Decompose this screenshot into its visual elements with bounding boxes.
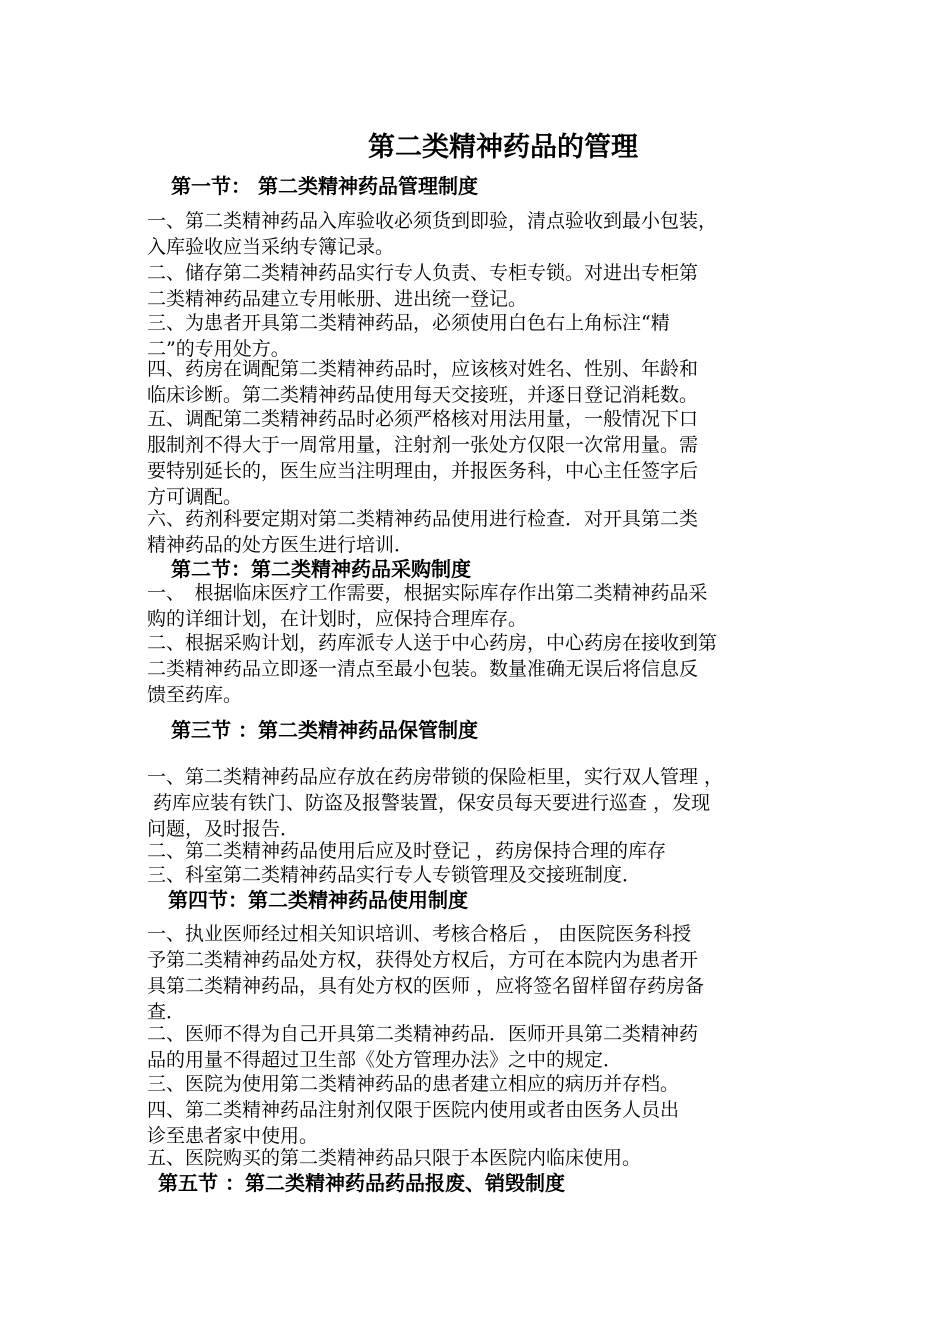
text-line: 诊至患者家中使用。	[147, 1125, 319, 1147]
text-line: 具第二类精神药品，具有处方权的医师 ，应将签名留样留存药房备	[147, 975, 705, 997]
text-line: 二、第二类精神药品使用后应及时登记 ，药房保持合理的库存	[147, 840, 667, 862]
section-3-heading: 第三节 ：第二类精神药品保管制度	[171, 718, 478, 742]
text-line: 查．	[147, 1001, 186, 1023]
text-line: 服制剂不得大于一周常用量，注射剂一张处方仅限一次常用量。需	[147, 434, 699, 456]
text-line: 四、第二类精神药品注射剂仅限于医院内使用或者由医务人员出	[147, 1099, 680, 1121]
text-line: 五、调配第二类精神药品时必须严格核对用法用量，一般情况下口	[147, 408, 699, 430]
text-line: 一、第二类精神药品入库验收必须货到即验，清点验收到最小包装，	[147, 210, 718, 232]
text-line: 二”的专用处方。	[147, 338, 290, 360]
text-line: 六、药剂科要定期对第二类精神药品使用进行检查．对开具第二类	[147, 508, 699, 530]
section-1-item-1	[147, 208, 807, 260]
section-2-item-1	[147, 580, 807, 632]
section-4-item-1	[147, 921, 807, 1025]
document-title: 第二类精神药品的管理	[368, 132, 638, 163]
section-1-item-3	[147, 310, 807, 362]
section-1-item-4	[147, 356, 807, 408]
section-3-item-3	[147, 862, 807, 888]
text-line: 四、药房在调配第二类精神药品时，应该核对姓名、性别、年龄和	[147, 358, 699, 380]
text-line: 一、第二类精神药品应存放在药房带锁的保险柜里，实行双人管理 ，	[147, 766, 724, 788]
text-line: 购的详细计划，在计划时，应保持合理库存。	[147, 608, 528, 630]
section-1-item-5	[147, 406, 807, 510]
section-2-heading: 第二节：第二类精神药品采购制度	[171, 557, 471, 581]
text-line: 二、根据采购计划，药库派专人送于中心药房，中心药房在接收到第	[147, 632, 718, 654]
section-1-item-2	[147, 260, 807, 312]
section-4-heading: 第四节：第二类精神药品使用制度	[168, 888, 468, 912]
section-4-item-2	[147, 1021, 807, 1073]
text-line: 精神药品的处方医生进行培训．	[147, 534, 414, 556]
text-line: 一、 根据临床医疗工作需要，根据实际库存作出第二类精神药品采	[147, 582, 708, 604]
section-1-item-6	[147, 506, 807, 558]
text-line: 三、为患者开具第二类精神药品，必须使用白色右上角标注“精	[147, 312, 670, 334]
text-line: 三、科室第二类精神药品实行专人专锁管理及交接班制度．	[147, 864, 642, 886]
text-line: 临床诊断。第二类精神药品使用每天交接班，并逐日登记消耗数。	[147, 384, 699, 406]
text-line: 馈至药库。	[147, 684, 243, 706]
text-line: 三、医院为使用第二类精神药品的患者建立相应的病历并存档。	[147, 1073, 680, 1095]
section-4-item-4	[147, 1097, 807, 1149]
section-4-item-3	[147, 1071, 807, 1097]
section-4-item-5	[147, 1145, 807, 1171]
text-line: 方可调配。	[147, 486, 243, 508]
text-line: 一、执业医师经过相关知识培训、考核合格后 ， 由医院医务科授	[147, 923, 692, 945]
text-line: 入库验收应当采纳专簿记录。	[147, 236, 395, 258]
section-2-item-2	[147, 630, 807, 708]
text-line: 二类精神药品建立专用帐册、进出统一登记。	[147, 288, 528, 310]
text-line: 要特别延长的，医生应当注明理由，并报医务科，中心主任签字后	[147, 460, 699, 482]
section-3-item-2	[147, 838, 807, 864]
section-1-heading: 第一节： 第二类精神药品管理制度	[171, 174, 478, 198]
section-5-heading: 第五节 ：第二类精神药品药品报废、销毁制度	[158, 1171, 565, 1195]
text-line: 予第二类精神药品处方权，获得处方权后，方可在本院内为患者开	[147, 949, 699, 971]
text-line: 二、储存第二类精神药品实行专人负责、专柜专锁。对进出专柜第	[147, 262, 699, 284]
text-line: 问题，及时报告．	[147, 818, 300, 840]
text-line: 品的用量不得超过卫生部《处方管理办法》之中的规定．	[147, 1049, 623, 1071]
text-line: 五、医院购买的第二类精神药品只限于本医院内临床使用。	[147, 1147, 642, 1169]
section-3-item-1	[147, 764, 807, 842]
text-line: 二、医师不得为自己开具第二类精神药品．医师开具第二类精神药	[147, 1023, 699, 1045]
text-line: 二类精神药品立即逐一清点至最小包装。数量准确无误后将信息反	[147, 658, 699, 680]
text-line: 药库应装有铁门、防盗及报警装置，保安员每天要进行巡查 ，发现	[147, 792, 711, 814]
